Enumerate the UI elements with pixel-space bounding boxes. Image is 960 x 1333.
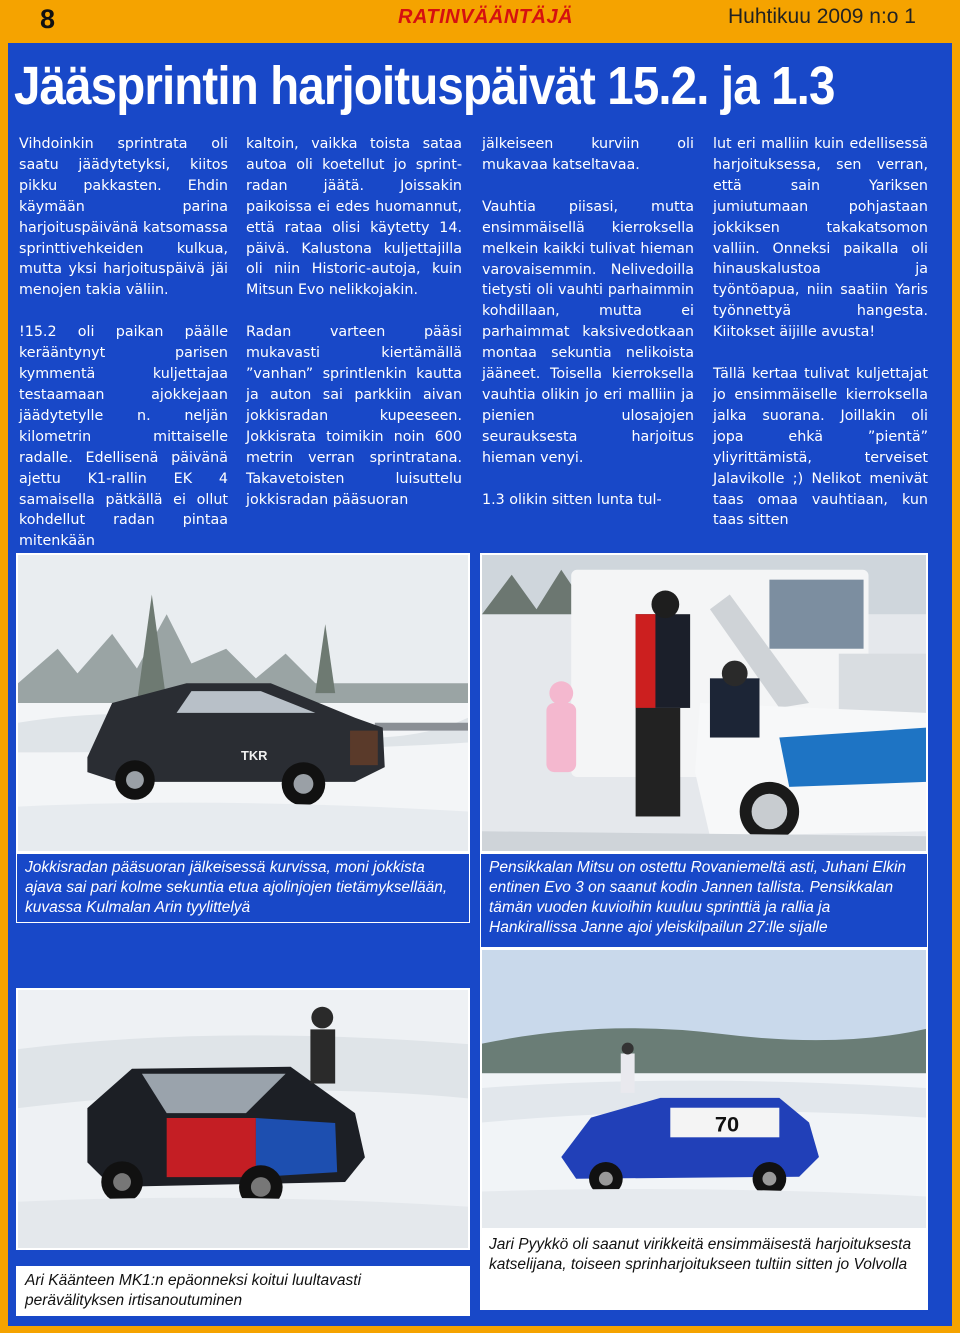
page-header (0, 0, 960, 40)
photo-volvo-image (482, 950, 926, 1228)
paragraph: Tällä kertaa tulivat kuljettajat jo ensimmäiselle kierroksella jalka suorana. Joillakin oli jopa ehkä ”pientä” yliyrittämistä, terveiset Jalavikolle ;) Nelikot menivät taas omaa vauhtiaan, kun taas sitten (713, 366, 928, 529)
magazine-name: RATINVÄÄNTÄJÄ (398, 6, 574, 28)
paragraph: Vauhtia piisasi, mutta ensimmäisellä kierroksella melkein kaikki tulivat hieman varovaisemmin. Nelivedoilla tietysti oli vauhti parhaimmin kohdillaan, mutta ei parhaimmat kaksivedotkaan montaa sekuntia nelikoista jääneet. Toisella kierroksella vauhtia olikin jo eri malliin ja pienien ulosajojen seurauksesta harjoitus hieman venyi. (482, 198, 694, 466)
text-column-1 (19, 134, 228, 552)
photo-caption: Ari Käänteen MK1:n epäonneksi koitui luultavasti perävälityksen irtisanoutuminen (16, 1266, 470, 1316)
text-column-3 (482, 134, 694, 511)
paragraph: kaltoin, vaikka toista sataa autoa oli koetellut jo sprint-radan jäätä. Joissakin paikoissa ei edes huomannut, että rataa olisi käytetty 14. päivä. Kalustona kuljettajilla oli niin Historic-autoja, kuin Mitsun Evo nelikkojakin. (246, 136, 462, 299)
photo-caption: Pensikkalan Mitsu on ostettu Rovaniemeltä asti, Juhani Elkin entinen Evo 3 on saanut kodin Jannen tallista. Pensikkalan tämän vuoden kuvioihin kuuluu sprinttiä ja rallia ja Hankirallissa Janne ajoi yleiskilpailun 27:lle sijalle (480, 853, 928, 948)
paragraph: 1.3 olikin sitten lunta tul- (482, 491, 662, 508)
photo-mitsubishi-image (482, 555, 926, 851)
photo-escort-image (18, 990, 468, 1248)
issue-label: Huhtikuu 2009 n:o 1 (728, 5, 916, 28)
text-column-2 (246, 134, 462, 510)
paragraph: !15.2 oli paikan päälle kerääntynyt parisen kymmentä kuljettajaa testaamaan ajokkejaan jäädytetylle n. neljän kilometrin mittaiselle radalle. Edellisenä päivänä ajettu K1-rallin EK 4 samaisella pätkällä ei ollut kohdellut radan pintaa mitenkään (19, 324, 228, 550)
photo-volvo (480, 948, 928, 1230)
article-page (8, 43, 952, 1326)
photo-mitsubishi (480, 553, 928, 853)
photo-caption: Jari Pyykkö oli saanut virikkeitä ensimmäisestä harjoituksesta katselijana, toiseen sprinharjoitukseen tultiin sitten jo Volvolla (480, 1230, 928, 1310)
car-number: 70 (714, 1111, 740, 1137)
photo-caption: Jokkisradan pääsuoran jälkeisessä kurvissa, moni jokkista ajava sai pari kolme sekuntia etua ajolinjojen tietämyksellään, kuvassa Kulmalan Arin tyylittelyä (16, 853, 470, 923)
text-column-4 (713, 134, 928, 531)
page-number: 8 (40, 4, 56, 34)
photo-black-car (16, 553, 470, 853)
photo-escort (16, 988, 470, 1250)
paragraph: jälkeiseen kurviin oli mukavaa katseltavaa. (482, 136, 694, 173)
paragraph: lut eri malliin kuin edellisessä harjoituksessa, sen verran, että sain Yariksen jumiutumaan pohjastaan jokkiksen takakatsomon valliin. Onneksi paikalla oli hinauskalustoa ja työntöapua, niin saatiin Yaris työnnettyä hangesta. Kiitokset äijille avusta! (713, 136, 928, 341)
car-plate: TKR (241, 748, 268, 764)
article-title: Jääsprintin harjoituspäivät 15.2. ja 1.3 (14, 56, 835, 116)
photo-black-car-image (18, 555, 468, 851)
paragraph: Vihdoinkin sprintrata oli saatu jäädytetyksi, kiitos pikku pakkasten. Ehdin käymään parina harjoituspäivänä katsomassa sprinttivehkeiden kulkua, mutta yksi harjoituspäivä jäi menojen takia väliin. (19, 136, 228, 299)
paragraph: Radan varteen pääsi mukavasti kiertämällä ”vanhan” sprintlenkin kautta ja auton sai parkkiin aivan jokkisradan kupeeseen. Jokkisrata toimikin noin 600 metrin verran sprintratana. Takavetoisten luisuttelu jokkisradan pääsuoran (246, 324, 462, 508)
